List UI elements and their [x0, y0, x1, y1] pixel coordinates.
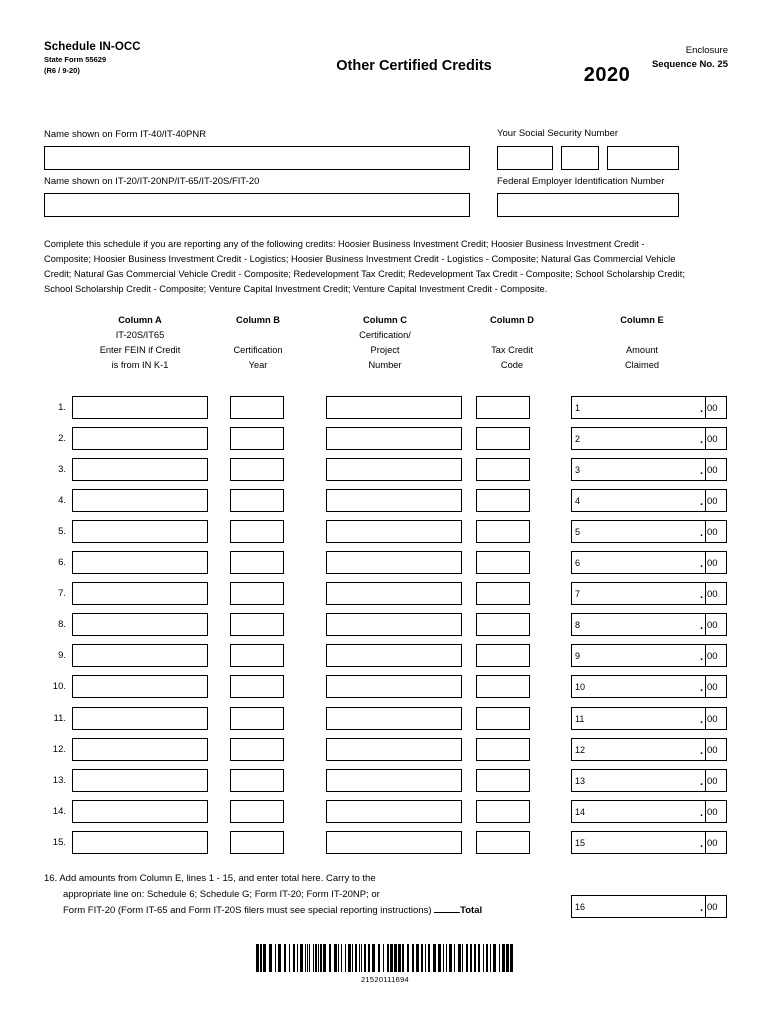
decimal-point: .	[700, 713, 704, 726]
total-text-line-2: appropriate line on: Schedule 6; Schedule G; Form IT-20; Form IT-20NP; or	[63, 888, 380, 900]
cell-column-a[interactable]	[72, 489, 208, 512]
decimal-point: .	[700, 744, 704, 757]
row-number: 3.	[58, 464, 66, 476]
cell-column-e[interactable]	[571, 707, 708, 730]
ssn-field-part-3[interactable]	[607, 146, 679, 170]
cell-column-e[interactable]	[571, 427, 708, 450]
cell-column-d[interactable]	[476, 644, 530, 667]
barcode-image	[256, 944, 514, 972]
column-e-line-number: 8	[575, 620, 581, 631]
cell-column-c[interactable]	[326, 458, 462, 481]
cell-column-e[interactable]	[571, 551, 708, 574]
column-e-line-number: 4	[575, 496, 581, 507]
column-e-line-number: 15	[575, 837, 586, 848]
cell-column-e[interactable]	[571, 738, 708, 761]
cell-column-a[interactable]	[72, 396, 208, 419]
cents-value: 00	[707, 651, 718, 663]
cell-column-a[interactable]	[72, 769, 208, 792]
row-number: 8.	[58, 619, 66, 631]
cents-value: 00	[707, 744, 718, 756]
decimal-point: .	[700, 589, 704, 602]
cents-value: 00	[707, 558, 718, 570]
column-c-line-3: Number	[368, 360, 402, 371]
tax-year: 2020	[583, 64, 631, 86]
cell-column-d[interactable]	[476, 551, 530, 574]
decimal-point: .	[700, 806, 704, 819]
decimal-point: .	[700, 620, 704, 633]
total-line-number: 16	[575, 902, 586, 912]
total-cents-value: 00	[707, 902, 718, 913]
cell-column-b[interactable]	[230, 707, 284, 730]
header-right-block	[652, 44, 728, 73]
cell-column-d[interactable]	[476, 769, 530, 792]
column-header-a	[70, 313, 210, 373]
decimal-point: .	[700, 682, 704, 695]
cents-value: 00	[707, 775, 718, 787]
column-a-line-1: IT-20S/IT65	[115, 330, 165, 341]
ssn-label: Your Social Security Number	[497, 128, 619, 139]
row-number: 1.	[58, 402, 66, 413]
cell-column-d[interactable]	[476, 582, 530, 605]
column-e-line-number: 9	[575, 651, 581, 662]
cell-column-e[interactable]	[571, 800, 708, 823]
column-e-line-number: 14	[575, 806, 586, 817]
total-amount-field[interactable]	[571, 895, 708, 918]
cents-value: 00	[707, 682, 718, 694]
total-instructions	[44, 871, 574, 919]
decimal-point: .	[700, 465, 704, 478]
column-e-line-number: 2	[575, 434, 581, 445]
cell-column-e[interactable]	[571, 582, 708, 605]
cell-column-b[interactable]	[230, 551, 284, 574]
column-e-line-number: 11	[575, 713, 585, 724]
cell-column-d[interactable]	[476, 489, 530, 512]
column-e-line-number: 6	[575, 558, 581, 569]
cell-column-b[interactable]	[230, 800, 284, 823]
cell-column-a[interactable]	[72, 427, 208, 450]
cell-column-a[interactable]	[72, 520, 208, 543]
cell-column-d[interactable]	[476, 800, 530, 823]
column-d-line-2: Tax Credit	[491, 345, 533, 356]
cell-column-a[interactable]	[72, 582, 208, 605]
total-blank-underline	[434, 912, 460, 913]
column-e-line-number: 7	[575, 589, 581, 600]
cell-column-a[interactable]	[72, 458, 208, 481]
column-e-line-number: 10	[575, 682, 586, 693]
row-number: 12.	[52, 743, 66, 755]
cents-value: 00	[707, 713, 718, 725]
column-e-line-2: Amount	[625, 345, 659, 356]
barcode-number: 21520111694	[360, 975, 410, 984]
state-form-number: State Form 55629	[44, 55, 107, 65]
column-header-c	[305, 313, 465, 373]
name-label-1: Name shown on Form IT-40/IT-40PNR	[44, 129, 207, 140]
row-number: 10.	[52, 681, 66, 693]
name-field-2[interactable]	[44, 193, 470, 217]
decimal-point: .	[700, 775, 704, 788]
cell-column-e[interactable]	[571, 613, 708, 636]
column-b-title: Column B	[236, 315, 280, 325]
decimal-point: .	[700, 837, 704, 850]
fein-field[interactable]	[497, 193, 679, 217]
column-e-line-3: Claimed	[624, 360, 660, 371]
cell-column-e[interactable]	[571, 489, 708, 512]
fein-label: Federal Employer Identification Number	[497, 176, 665, 187]
cell-column-c[interactable]	[326, 769, 462, 792]
cell-column-d[interactable]	[476, 458, 530, 481]
cell-column-d[interactable]	[476, 396, 530, 419]
cell-column-b[interactable]	[230, 738, 284, 761]
total-text-line-1: 16. Add amounts from Column E, lines 1 - 15, and enter total here. Carry to the	[44, 873, 376, 884]
decimal-point: .	[700, 527, 704, 540]
cell-column-b[interactable]	[230, 769, 284, 792]
cell-column-c[interactable]	[326, 800, 462, 823]
row-number: 5.	[58, 526, 66, 538]
name-field-1[interactable]	[44, 146, 470, 170]
cell-column-c[interactable]	[326, 489, 462, 512]
cell-column-a[interactable]	[72, 738, 208, 761]
row-number: 14.	[52, 805, 66, 817]
cell-column-b[interactable]	[230, 520, 284, 543]
cell-column-d[interactable]	[476, 520, 530, 543]
cents-value: 00	[707, 589, 718, 601]
row-number: 4.	[58, 495, 66, 507]
cell-column-e[interactable]	[571, 396, 708, 419]
total-word-label: Total	[460, 904, 483, 916]
cents-value: 00	[707, 620, 718, 632]
column-header-e	[585, 313, 699, 373]
column-b-line-3: Year	[248, 360, 268, 371]
cents-value: 00	[707, 465, 718, 477]
cell-column-c[interactable]	[326, 738, 462, 761]
sequence-number: Sequence No. 25	[651, 59, 728, 71]
cell-column-a[interactable]	[72, 831, 208, 854]
cell-column-c[interactable]	[326, 707, 462, 730]
column-c-line-2: Project	[370, 345, 400, 356]
row-number: 2.	[58, 433, 66, 445]
cents-value: 00	[707, 496, 718, 508]
cell-column-e[interactable]	[571, 769, 708, 792]
total-decimal-point: .	[700, 902, 704, 914]
cell-column-d[interactable]	[476, 613, 530, 636]
column-a-line-2: Enter FEIN if Credit	[99, 345, 181, 356]
decimal-point: .	[700, 651, 704, 664]
cell-column-e[interactable]	[571, 644, 708, 667]
decimal-point: .	[700, 403, 704, 415]
row-number: 15.	[52, 836, 66, 848]
column-a-line-3: is from IN K-1	[111, 360, 169, 371]
total-text-line-3a: Form FIT-20 (Form IT-65 and Form IT-20S filers must see special reporting instructions)	[63, 904, 435, 916]
cell-column-e[interactable]	[571, 831, 708, 854]
cents-value: 00	[707, 403, 718, 414]
cell-column-d[interactable]	[476, 675, 530, 698]
cell-column-d[interactable]	[476, 831, 530, 854]
column-e-line-number: 3	[575, 465, 581, 476]
ssn-field-part-2[interactable]	[561, 146, 599, 170]
cell-column-c[interactable]	[326, 644, 462, 667]
cell-column-a[interactable]	[72, 644, 208, 667]
form-header	[44, 40, 728, 90]
cell-column-b[interactable]	[230, 489, 284, 512]
form-revision: (R6 / 9-20)	[44, 65, 80, 75]
column-d-line-1	[476, 328, 548, 343]
cell-column-b[interactable]	[230, 831, 284, 854]
cell-column-b[interactable]	[230, 613, 284, 636]
row-number: 6.	[58, 557, 66, 569]
cents-value: 00	[707, 527, 718, 539]
cell-column-b[interactable]	[230, 675, 284, 698]
row-number: 13.	[52, 774, 66, 786]
column-b-line-2: Certification	[233, 345, 283, 356]
cell-column-c[interactable]	[326, 831, 462, 854]
cell-column-a[interactable]	[72, 800, 208, 823]
name-label-2: Name shown on IT-20/IT-20NP/IT-65/IT-20S/FIT-20	[44, 176, 260, 187]
column-d-title: Column D	[490, 315, 534, 325]
cell-column-a[interactable]	[72, 675, 208, 698]
cell-column-d[interactable]	[476, 707, 530, 730]
cell-column-d[interactable]	[476, 427, 530, 450]
cell-column-b[interactable]	[230, 582, 284, 605]
cell-column-e[interactable]	[571, 520, 708, 543]
cell-column-b[interactable]	[230, 644, 284, 667]
column-e-line-number: 13	[575, 775, 586, 786]
cell-column-b[interactable]	[230, 427, 284, 450]
cell-column-a[interactable]	[72, 613, 208, 636]
cell-column-b[interactable]	[230, 396, 284, 419]
cell-column-a[interactable]	[72, 707, 208, 730]
cell-column-c[interactable]	[326, 613, 462, 636]
row-number: 7.	[58, 588, 66, 600]
row-number: 11.	[53, 712, 66, 724]
decimal-point: .	[700, 434, 704, 447]
cents-value: 00	[707, 806, 718, 818]
column-c-line-1: Certification/	[359, 330, 411, 341]
cell-column-c[interactable]	[326, 396, 462, 419]
instructions-paragraph: Complete this schedule if you are reporting any of the following credits: Hoosier Business Investment Credit; Hoosier Business Investment Credit - Composite; Hoosier Business Investment Credit - Logistics; Hoosier Business Investment Credit - Logistics - Composite; Natural Gas Commercial Vehicle Credit; Natural Gas Commercial Vehicle Credit - Composite; Redevelopment Tax Credit; Redevelopment Tax Credit - Composite; School Scholarship Credit; School Scholarship Credit - Composite; Venture Capital Investment Credit; Venture Capital Investment Credit - Composite.	[44, 239, 685, 295]
form-title: Other Certified Credits	[336, 58, 492, 74]
cents-value: 00	[707, 837, 718, 849]
column-e-line-1	[585, 328, 699, 343]
cell-column-e[interactable]	[571, 675, 708, 698]
row-number: 9.	[58, 650, 66, 662]
column-b-line-1	[224, 328, 292, 343]
total-text-line-3	[44, 903, 574, 919]
cell-column-c[interactable]	[326, 520, 462, 543]
column-c-title: Column C	[363, 315, 407, 325]
cell-column-d[interactable]	[476, 738, 530, 761]
cell-column-e[interactable]	[571, 458, 708, 481]
cell-column-c[interactable]	[326, 551, 462, 574]
column-e-line-number: 5	[575, 527, 581, 538]
cell-column-a[interactable]	[72, 551, 208, 574]
schedule-title: Schedule IN-OCC	[44, 41, 141, 53]
column-a-title: Column A	[118, 315, 162, 325]
cell-column-c[interactable]	[326, 427, 462, 450]
enclosure-label: Enclosure	[685, 45, 728, 56]
ssn-field-part-1[interactable]	[497, 146, 553, 170]
column-header-b	[224, 313, 292, 373]
decimal-point: .	[700, 558, 704, 571]
cell-column-c[interactable]	[326, 582, 462, 605]
decimal-point: .	[700, 496, 704, 509]
column-e-line-number: 12	[575, 744, 586, 755]
cell-column-c[interactable]	[326, 675, 462, 698]
column-e-title: Column E	[620, 315, 664, 325]
cell-column-b[interactable]	[230, 458, 284, 481]
column-d-line-3: Code	[500, 360, 524, 371]
column-e-line-number: 1	[575, 403, 581, 413]
header-left-block	[44, 40, 141, 75]
cents-value: 00	[707, 434, 718, 446]
column-header-d	[476, 313, 548, 373]
barcode-block	[0, 944, 770, 984]
